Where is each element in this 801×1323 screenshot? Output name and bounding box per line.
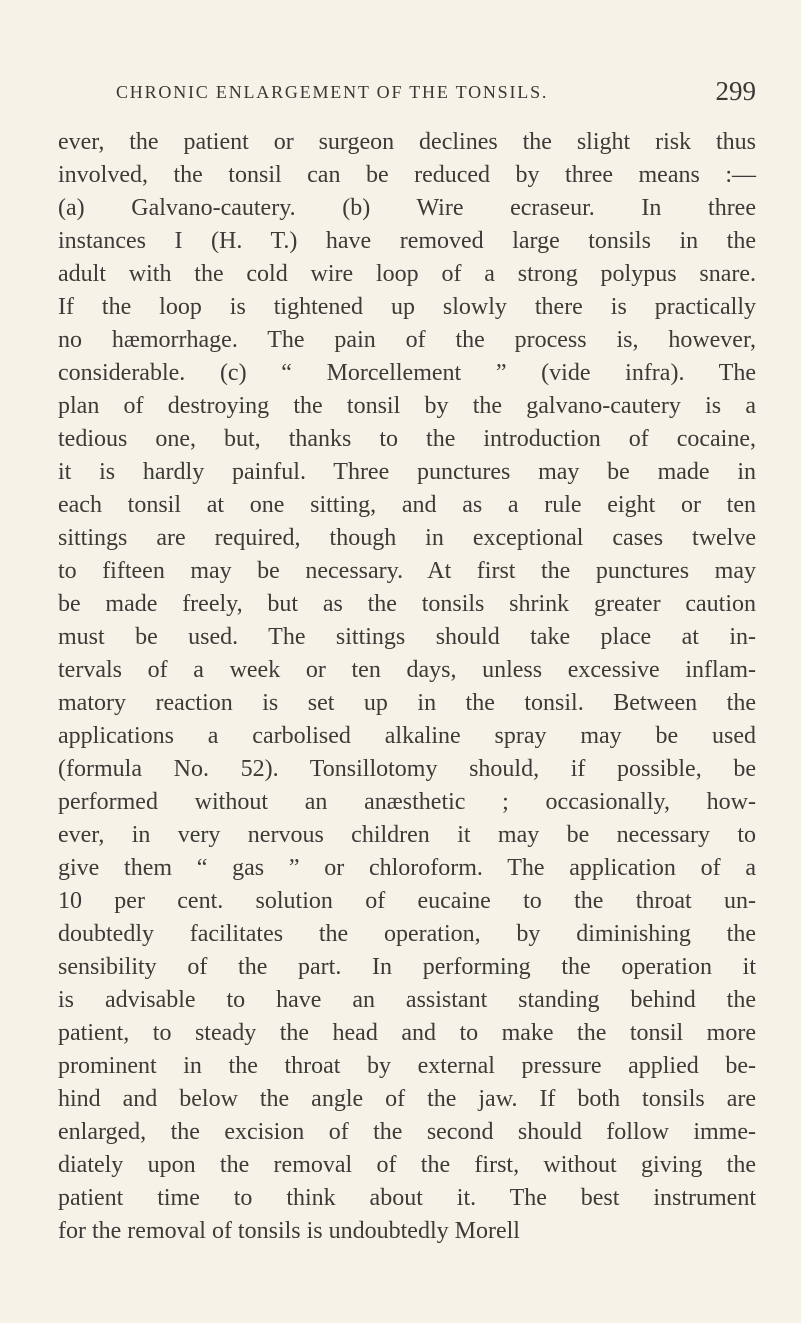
text-line: hind and below the angle of the jaw. If both tonsils are (58, 1086, 756, 1112)
text-line: considerable. (c) “ Morcellement ” (vide infra). The (58, 360, 756, 386)
text-line: involved, the tonsil can be reduced by three means :— (58, 162, 756, 188)
text-line: enlarged, the excision of the second should follow imme- (58, 1119, 756, 1145)
text-line: patient time to think about it. The best instrument (58, 1185, 756, 1211)
text-line: ever, in very nervous children it may be necessary to (58, 822, 756, 848)
text-line: be made freely, but as the tonsils shrink greater caution (58, 591, 756, 617)
text-line: is advisable to have an assistant standing behind the (58, 987, 756, 1013)
text-line: instances I (H. T.) have removed large tonsils in the (58, 228, 756, 254)
text-line: matory reaction is set up in the tonsil. Between the (58, 690, 756, 716)
text-line: diately upon the removal of the first, without giving the (58, 1152, 756, 1178)
text-line: (a) Galvano-cautery. (b) Wire ecraseur. In three (58, 195, 756, 221)
text-line: must be used. The sittings should take place at in- (58, 624, 756, 650)
text-line: doubtedly facilitates the operation, by diminishing the (58, 921, 756, 947)
text-line: give them “ gas ” or chloroform. The application of a (58, 855, 756, 881)
text-line: 10 per cent. solution of eucaine to the throat un- (58, 888, 756, 914)
text-line: (formula No. 52). Tonsillotomy should, if possible, be (58, 756, 756, 782)
text-line: If the loop is tightened up slowly there is practically (58, 294, 756, 320)
text-line: prominent in the throat by external pressure applied be- (58, 1053, 756, 1079)
text-line: to fifteen may be necessary. At first the punctures may (58, 558, 756, 584)
text-line: sensibility of the part. In performing the operation it (58, 954, 756, 980)
body-paragraph (58, 126, 756, 1248)
text-line: performed without an anæsthetic ; occasionally, how- (58, 789, 756, 815)
text-line: adult with the cold wire loop of a strong polypus snare. (58, 261, 756, 287)
page-number: 299 (715, 76, 756, 106)
text-line: each tonsil at one sitting, and as a rule eight or ten (58, 492, 756, 518)
running-title: CHRONIC ENLARGEMENT OF THE TONSILS. (116, 82, 549, 102)
text-line: plan of destroying the tonsil by the galvano-cautery is a (58, 393, 756, 419)
text-line: ever, the patient or surgeon declines the slight risk thus (58, 129, 756, 155)
text-line: applications a carbolised alkaline spray may be used (58, 723, 756, 749)
text-line: tedious one, but, thanks to the introduction of cocaine, (58, 426, 756, 452)
text-line: it is hardly painful. Three punctures may be made in (58, 459, 756, 485)
text-line: sittings are required, though in exceptional cases twelve (58, 525, 756, 551)
text-line: tervals of a week or ten days, unless excessive inflam- (58, 657, 756, 683)
text-line: for the removal of tonsils is undoubtedly Morell (58, 1218, 520, 1244)
text-line: patient, to steady the head and to make the tonsil more (58, 1020, 756, 1046)
text-line: no hæmorrhage. The pain of the process is, however, (58, 327, 756, 353)
running-head (116, 76, 756, 110)
